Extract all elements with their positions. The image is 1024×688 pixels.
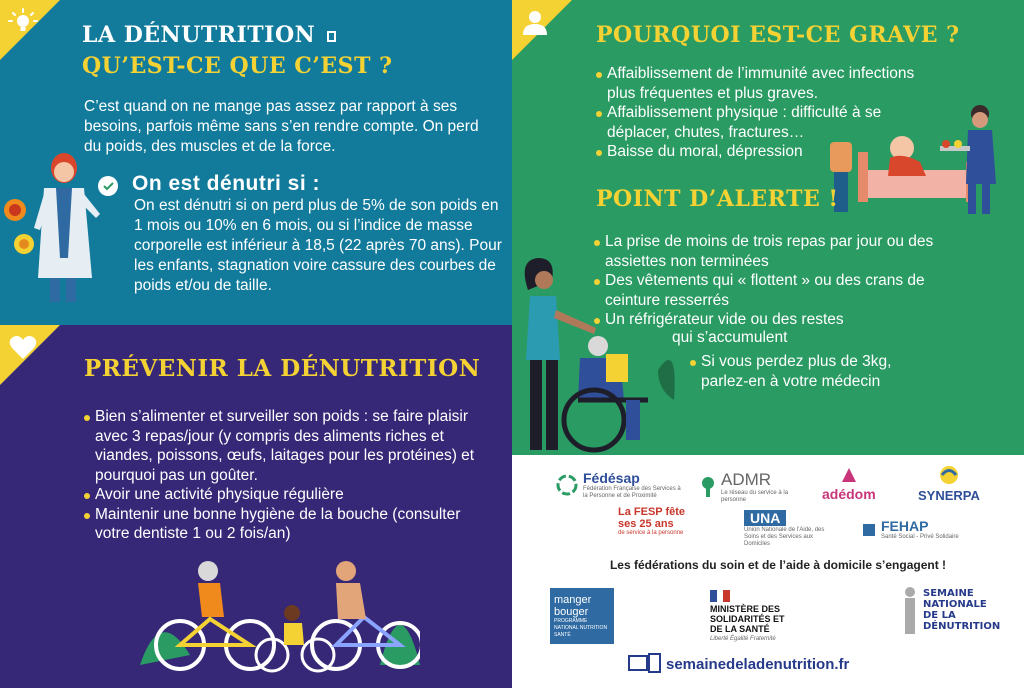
devices-icon xyxy=(628,652,662,674)
alert-item-text: Un réfrigérateur vide ou des restes xyxy=(605,311,844,328)
silhouette-icon xyxy=(902,586,918,634)
alert-title: POINT D’ALERTE ! xyxy=(596,186,839,212)
doctor-illustration xyxy=(0,148,120,308)
list-item: Baisse du moral, dépression xyxy=(594,142,924,162)
fehap-logo-icon xyxy=(862,523,876,537)
logo-una: UNA Union Nationale de l’Aide, des Soins et des Services aux Domiciles xyxy=(744,510,825,547)
prevent-title: PRÉVENIR LA DÉNUTRITION xyxy=(84,355,481,382)
definition-text: On est dénutri si on perd plus de 5% de son poids en 1 mois ou 10% en 6 mois, ou si l’indice de masse corporelle est inférieur à 18,5 (22 après 70 ans). Pour les enfants, stagnation voire cassure des courbes de poids et/ou de taille. xyxy=(134,197,502,294)
panel-why-serious xyxy=(512,0,1024,455)
intro-text: C’est quand on ne mange pas assez par rapport à ses besoins, parfois même sans s’en rendre compte. On perd du poids, des muscles et de la force. xyxy=(84,98,479,155)
list-item: Bien s’alimenter et surveiller son poids : se faire plaisir avec 3 repas/jour (y compris des aliments riches et viandes, poissons, œufs, laitages pour les protéines) et pourquoi pas un goûter. xyxy=(82,407,482,485)
logo-synerpa: SYNERPA xyxy=(918,464,980,503)
lightbulb-icon xyxy=(8,8,38,38)
panel-prevent xyxy=(0,325,512,688)
why-title: POURQUOI EST-CE GRAVE ? xyxy=(596,22,960,48)
federations-tagline: Les fédérations du soin et de l’aide à domicile s’engagent ! xyxy=(609,558,947,572)
list-item: Affaiblissement physique : difficulté à se déplacer, chutes, fractures… xyxy=(594,103,924,142)
alert-item-continuation: qui s’accumulent xyxy=(672,329,788,346)
caregiver-wheelchair-illustration xyxy=(512,250,678,455)
logo-fesp: La FESP fête ses 25 ans de service à la personne xyxy=(618,506,686,536)
title-line1: LA DÉNUTRITION xyxy=(82,22,336,48)
alert-list-last xyxy=(688,352,908,391)
panel-what-is-it xyxy=(0,0,512,325)
list-item: Avoir une activité physique régulière xyxy=(82,485,482,505)
prevent-list xyxy=(82,407,482,544)
synerpa-logo-icon xyxy=(938,464,960,486)
family-cycling-illustration xyxy=(140,545,420,685)
logo-fehap: FEHAP Santé Social - Privé Solidaire xyxy=(862,518,971,541)
logo-semaine-denutrition: SEMAINE NATIONALE DE LA DÉNUTRITION xyxy=(902,586,993,634)
french-flag-icon xyxy=(710,590,730,602)
logo-mangerbouger: manger bouger PROGRAMME NATIONAL NUTRITION SANTÉ xyxy=(550,588,614,644)
fedesap-logo-icon xyxy=(556,474,578,496)
logo-fedesap: Fédésap Fédération Française des Services à la Personne et de Proximité xyxy=(556,470,683,500)
logo-ministry: MINISTÈRE DES SOLIDARITÉS ET DE LA SANTÉ Liberté Égalité Fraternité xyxy=(710,590,790,643)
title-line2: QU’EST-CE QUE C’EST ? xyxy=(82,53,393,79)
list-item: Si vous perdez plus de 3kg, parlez-en à votre médecin xyxy=(688,352,908,391)
list-item: Affaiblissement de l’immunité avec infections plus fréquentes et plus graves. xyxy=(594,64,924,103)
list-item: Des vêtements qui « flottent » ou des crans de ceinture resserrés xyxy=(592,271,942,310)
heart-icon xyxy=(8,333,38,363)
logo-admr: ADMR Le réseau du service à la personne xyxy=(700,470,801,504)
subheading: On est dénutri si : xyxy=(132,172,321,195)
admr-logo-icon xyxy=(700,475,716,499)
nurse-bed-illustration xyxy=(830,100,1010,220)
adedom-logo-icon xyxy=(840,466,858,484)
website-link[interactable]: semainedeladenutrition.fr xyxy=(666,656,850,673)
list-item: Maintenir une bonne hygiène de la bouche (consulter votre dentiste 1 ou 2 fois/an) xyxy=(82,505,482,544)
logo-adedom: adédom xyxy=(822,466,876,502)
list-item: La prise de moins de trois repas par jour ou des assiettes non terminées xyxy=(592,232,942,271)
person-icon xyxy=(520,8,550,38)
